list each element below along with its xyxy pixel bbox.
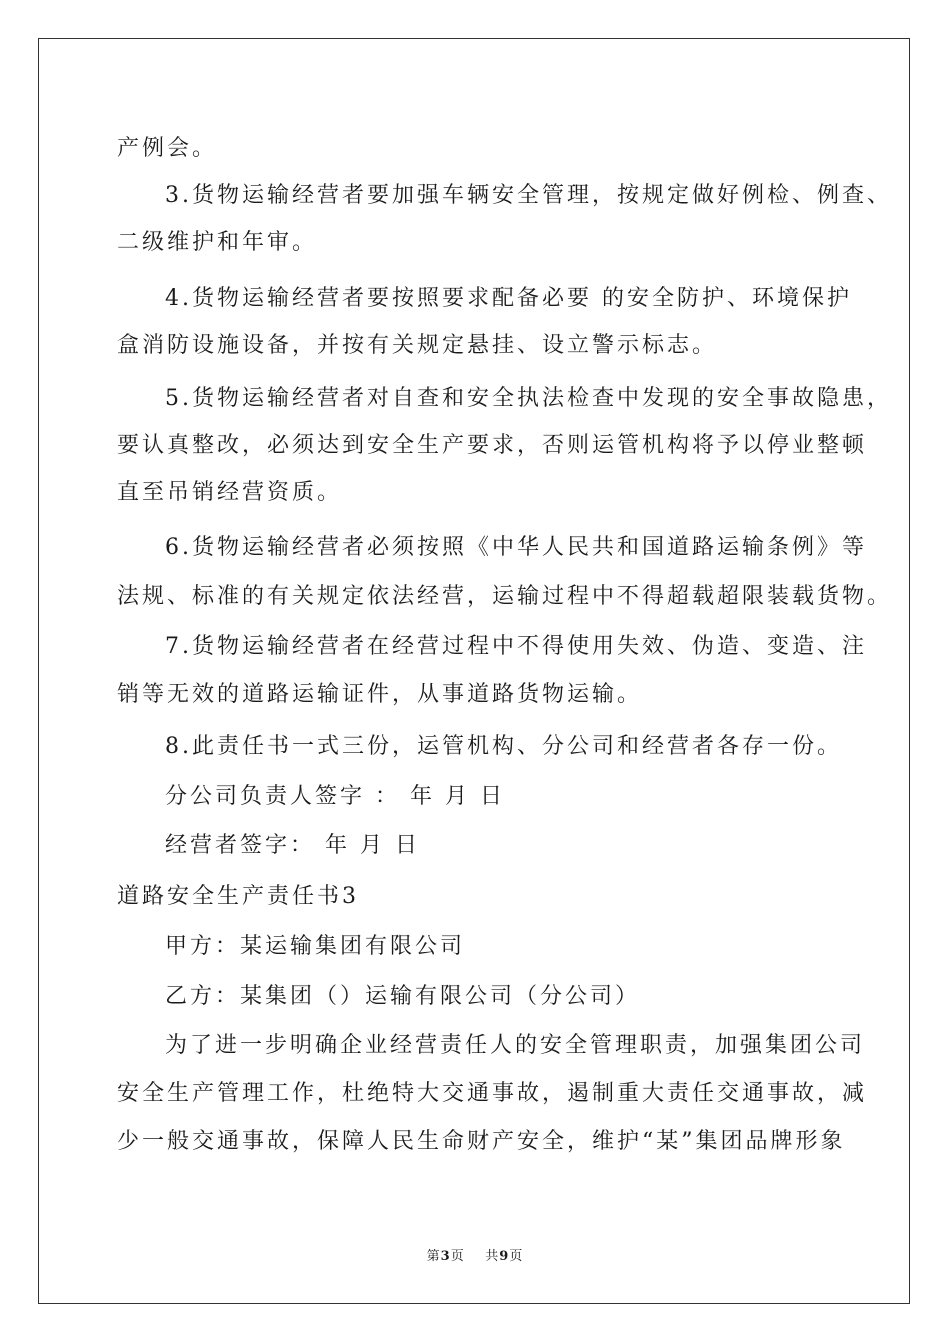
total-suffix: 页 (509, 1249, 524, 1264)
paragraph-line: 5.货物运输经营者对自查和安全执法检查中发现的安全事故隐患， (165, 386, 892, 411)
party-a-line: 甲方：某运输集团有限公司 (165, 934, 466, 959)
paragraph-line: 少一般交通事故，保障人民生命财产安全，维护“某”集团品牌形象 (117, 1129, 846, 1154)
total-prefix: 共 (485, 1249, 500, 1264)
paragraph-line: 销等无效的道路运输证件，从事道路货物运输。 (117, 682, 643, 707)
signature-line-operator: 经营者签字： 年 月 日 (165, 833, 420, 858)
page-footer (0, 1248, 950, 1266)
paragraph-line: 为了进一步明确企业经营责任人的安全管理职责，加强集团公司 (165, 1033, 866, 1058)
page-current: 3 (440, 1249, 451, 1264)
paragraph-line: 3.货物运输经营者要加强车辆安全管理，按规定做好例检、例查、 (165, 183, 892, 208)
paragraph-line: 要认真整改，必须达到安全生产要求，否则运管机构将予以停业整顿 (117, 433, 868, 458)
paragraph-line: 安全生产管理工作，杜绝特大交通事故，遏制重大责任交通事故，减 (117, 1081, 868, 1106)
paragraph-line: 盒消防设施设备，并按有关规定悬挂、设立警示标志。 (117, 333, 718, 358)
paragraph-line: 直至吊销经营资质。 (117, 480, 343, 505)
paragraph-line: 产例会。 (117, 136, 218, 161)
page-prefix: 第 (426, 1249, 441, 1264)
paragraph-line: 法规、标准的有关规定依法经营，运输过程中不得超载超限装载货物。 (117, 584, 893, 609)
paragraph-line: 二级维护和年审。 (117, 230, 318, 255)
paragraph-line: 8.此责任书一式三份，运管机构、分公司和经营者各存一份。 (165, 734, 842, 759)
page-total: 9 (499, 1249, 510, 1264)
paragraph-line: 6.货物运输经营者必须按照《中华人民共和国道路运输条例》等 (165, 535, 867, 560)
page-suffix: 页 (450, 1249, 465, 1264)
signature-line-branch: 分公司负责人签字 ： 年 月 日 (165, 784, 505, 809)
paragraph-line: 7.货物运输经营者在经营过程中不得使用失效、伪造、变造、注 (165, 634, 867, 659)
section-title: 道路安全生产责任书3 (117, 884, 359, 909)
party-b-line: 乙方：某集团（）运输有限公司（分公司） (165, 984, 641, 1009)
paragraph-line: 4.货物运输经营者要按照要求配备必要 的安全防护、环境保护 (165, 286, 852, 311)
